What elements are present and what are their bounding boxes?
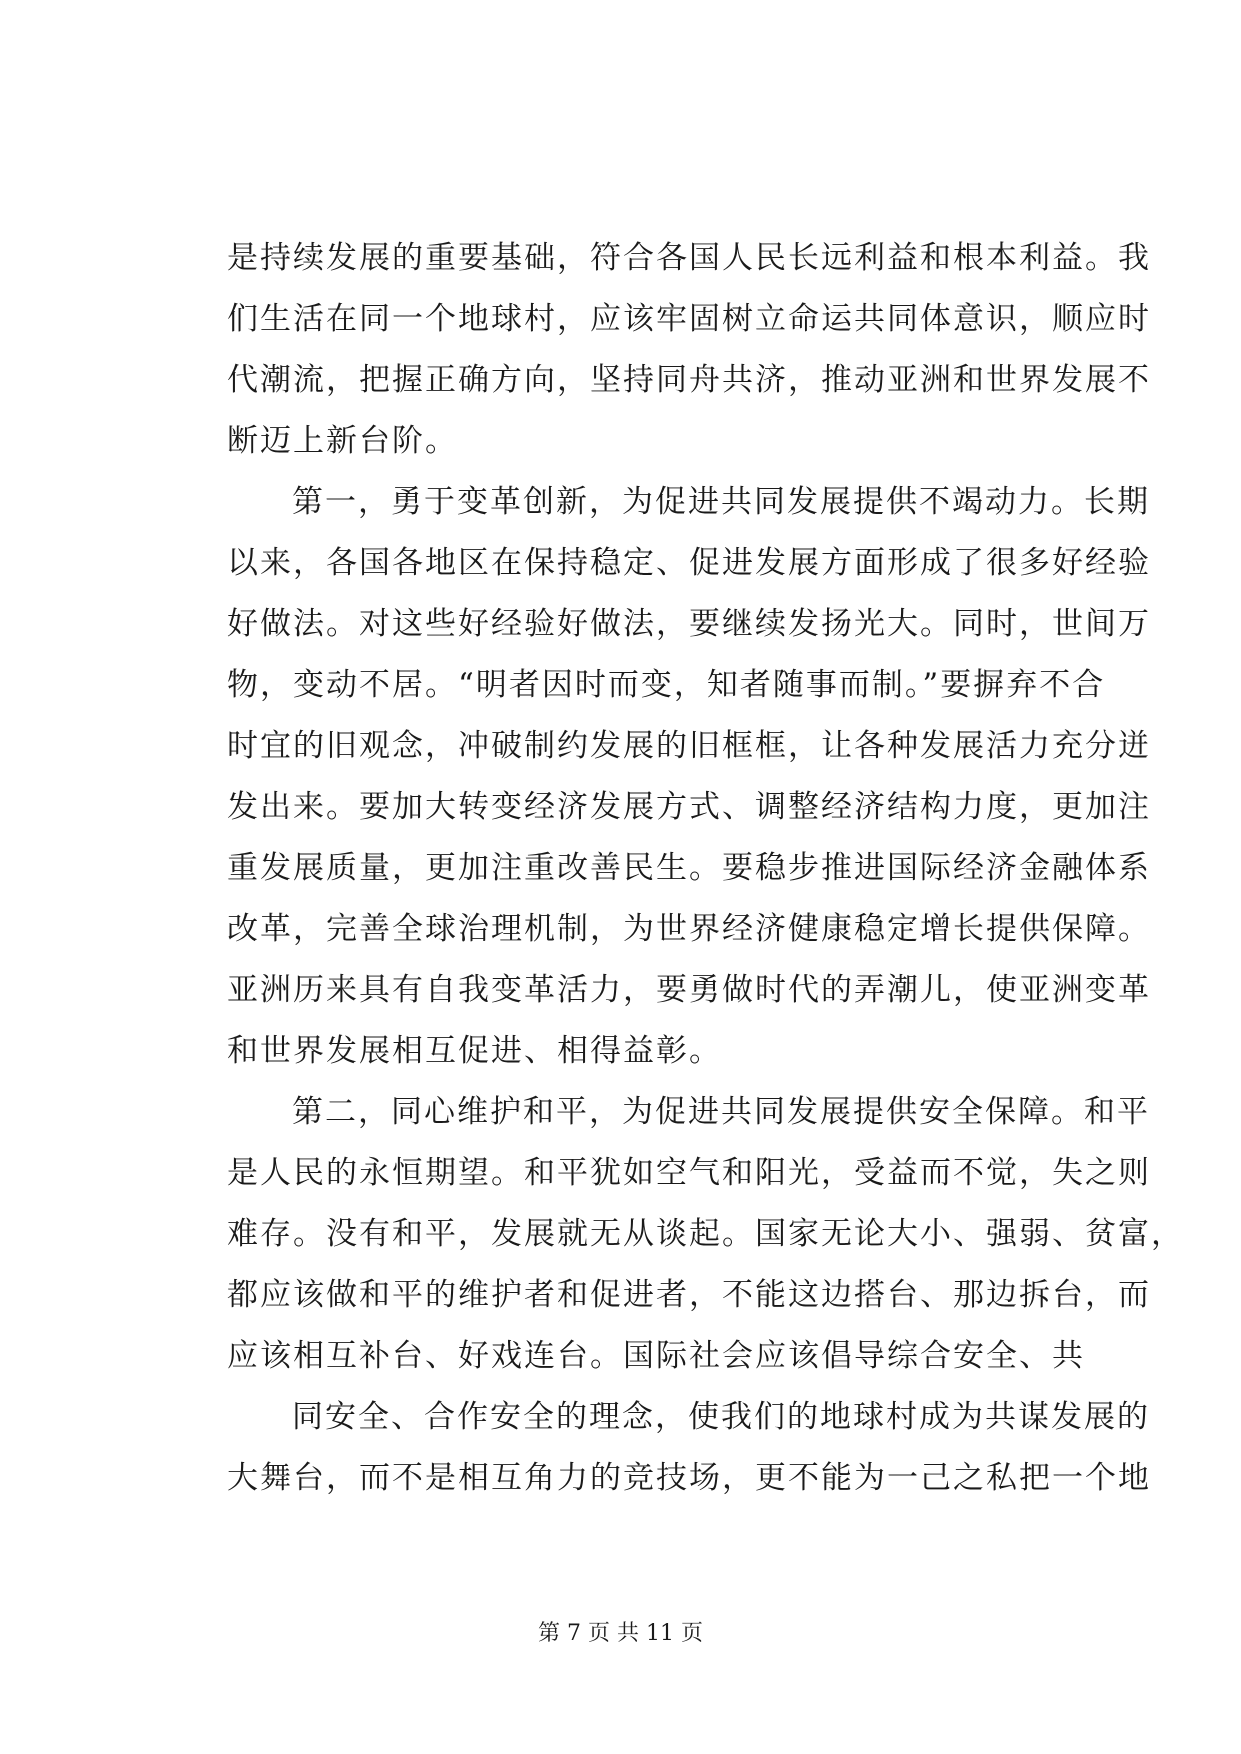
text-line: 代潮流，把握正确方向，坚持同舟共济，推动亚洲和世界发展不 [227,362,1151,398]
text-line: 同安全、合作安全的理念，使我们的地球村成为共谋发展的 [292,1399,1150,1435]
text-line: 应该相互补台、好戏连台。国际社会应该倡导综合安全、共 [227,1338,1085,1374]
text-line: 第一，勇于变革创新，为促进共同发展提供不竭动力。长期 [292,484,1150,520]
document-body [227,228,1184,1509]
text-line: 改革，完善全球治理机制，为世界经济健康稳定增长提供保障。 [227,911,1151,947]
text-line: 是持续发展的重要基础，符合各国人民长远利益和根本利益。我 [227,240,1151,276]
text-line: 重发展质量，更加注重改善民生。要稳步推进国际经济金融体系 [227,850,1151,886]
text-line: 时宜的旧观念，冲破制约发展的旧框框，让各种发展活力充分迸 [227,728,1151,764]
text-line: 以来，各国各地区在保持稳定、促进发展方面形成了很多好经验 [227,545,1151,581]
page-number-footer: 第 7 页 共 11 页 [538,1621,703,1646]
text-line: 物，变动不居。“明者因时而变，知者随事而制。”要摒弃不合 [227,667,1106,703]
text-line: 都应该做和平的维护者和促进者，不能这边搭台、那边拆台，而 [227,1277,1151,1313]
text-line: 断迈上新台阶。 [227,423,458,459]
text-line: 和世界发展相互促进、相得益彰。 [227,1033,722,1069]
text-line: 大舞台，而不是相互角力的竞技场，更不能为一己之私把一个地 [227,1460,1151,1496]
text-line: 亚洲历来具有自我变革活力，要勇做时代的弄潮儿，使亚洲变革 [227,972,1151,1008]
text-line: 好做法。对这些好经验好做法，要继续发扬光大。同时，世间万 [227,606,1151,642]
text-line: 难存。没有和平，发展就无从谈起。国家无论大小、强弱、贫富， [227,1216,1184,1252]
text-line: 们生活在同一个地球村，应该牢固树立命运共同体意识，顺应时 [227,301,1151,337]
text-line: 第二，同心维护和平，为促进共同发展提供安全保障。和平 [292,1094,1150,1130]
text-line: 发出来。要加大转变经济发展方式、调整经济结构力度，更加注 [227,789,1151,825]
text-line: 是人民的永恒期望。和平犹如空气和阳光，受益而不觉，失之则 [227,1155,1151,1191]
